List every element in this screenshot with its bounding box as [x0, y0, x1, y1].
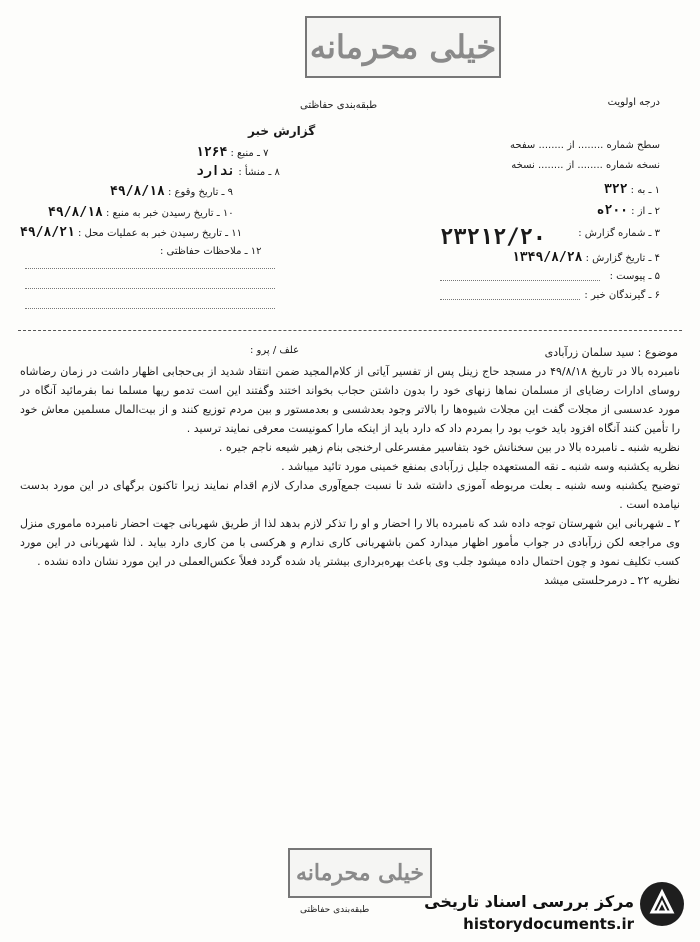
blank-line — [25, 268, 275, 269]
right-field-report-date: ۴ ـ تاریخ گزارش : ۱۳۴۹/۸/۲۸ — [511, 250, 660, 265]
body-paragraph: نظریه یکشنبه وسه شنبه ـ نقه المستعهده جلیل زرآبادی بمنفع خمینی مورد تائید میباشد . — [281, 460, 680, 473]
right-field-copy-number: نسخه شماره ........ از ........ نسخه — [511, 160, 660, 171]
right-field-report-number-label: ۳ ـ شماره گزارش : — [578, 228, 660, 239]
right-field-page-number: سطح شماره ........ از ........ سفحه — [510, 140, 660, 151]
body-paragraph: نامبرده بالا در تاریخ ۴۹/۸/۱۸ در مسجد حاج زینل پس از تفسیر آیاتی از کلام‌المجید ضمن انتقاد شدید از بی‌حجابی اظهار داشت در زمان رضاشاه روسای ادارات رضایای از مسلمان نماها زنهای خود را بدون داشتن حجاب بخواند اختند وگفتند این است تدمو ریها مسلما نما بفرمائید آنگاه در مورد عدسسی از مجلات گفت این مجلات شیوه‌ها را بالاتر وجود بعدشسی و بعدمستور و بین مردم توزیع کنند و از بیت‌المال مسلمین معاش خود را تأمین کنند آنگاه افزود باید خوب بود را بمردم داد که دارد باید از اینکه مارا کمونیست معرفی نمایند ترسید . — [20, 365, 680, 435]
left-field-security-notes: ۱۲ ـ ملاحظات حفاظتی : — [160, 246, 262, 257]
blank-line — [25, 288, 275, 289]
body-paragraph: نظریه شنبه ـ نامبرده بالا در بین سخنانش خود بتفاسیر مفسرعلی ارخنجی بنام زهیر شیعه ناجم جیره . — [218, 441, 680, 454]
body-paragraph: توضیح یکشنبه وسه شنبه ـ بعلت مربوطه آموزی داشته شد تا نسبت جمع‌آوری مدارک لازم اقدام نمایند زیرا تاکنون برگهای در این مورد بدست نیامده است . — [20, 479, 680, 511]
blank-line — [440, 280, 600, 281]
body-paragraph: نظریه ۲۲ ـ درمرحلستی میشد — [544, 574, 680, 587]
watermark-title: مرکز بررسی اسناد تاریخی — [424, 892, 634, 911]
classification-label: طبقه‌بندی حفاظتی — [300, 100, 378, 111]
right-field-from: ۲ ـ از : ۲۰۰ه — [596, 203, 660, 218]
branch-label: علف / پرو : — [250, 345, 300, 356]
right-field-attachment: ۵ ـ پیوست : — [609, 271, 660, 282]
archive-logo-icon — [640, 882, 684, 926]
top-secret-stamp: خیلی محرمانه — [305, 16, 501, 78]
bottom-secret-stamp: خیلی محرمانه — [288, 848, 432, 898]
left-field-event-date: ۹ ـ تاریخ وقوع : ۴۹/۸/۱۸ — [110, 184, 234, 199]
section-divider — [18, 330, 682, 331]
body-paragraph: ۲ ـ شهربانی این شهرستان توجه داده شد که نامبرده بالا را احضار و او را تذکر لازم بدهد لذا از طریق شهربانی جهت احضار نامبرده ماموری منزل وی مراجعه لکن زرآبادی در جواب مأمور اظهار میدارد کمن باشهربانی کاری ندارم و هرکسی با من کاری دارد بیاید . لذا شهربانی در این مورد کسب تکلیف نمود و چون احتمال داده میشود جلب وی باعث بهره‌برداری بیشتر یاد شده گردد فعلاً عکس‌العملی در این مورد نشان داده نشده . — [20, 517, 680, 568]
right-field-recipients: ۶ ـ گیرندگان خبر : — [584, 290, 660, 301]
report-number: ۲۳۲۱۲/۲۰ — [440, 225, 546, 250]
subject-line: موضوع : سید سلمان زرآبادی — [544, 346, 678, 359]
blank-line — [25, 308, 275, 309]
report-body — [20, 362, 680, 590]
bottom-classification-label: طبقه‌بندی حفاظتی — [300, 905, 370, 915]
blank-line — [440, 299, 580, 300]
priority-label: درجه اولویت — [607, 97, 660, 108]
left-field-ops-date: ۱۱ ـ تاریخ رسیدن خبر به عملیات محل : ۴۹/۸/۲۱ — [20, 225, 242, 240]
right-field-to: ۱ ـ به : ۳۲۲ — [603, 182, 660, 197]
report-title: گزارش خبر — [248, 124, 316, 138]
watermark-url: historydocuments.ir — [463, 915, 634, 933]
left-field-origin: ۸ ـ منشأ : ندارد — [196, 164, 280, 179]
left-field-source-date: ۱۰ ـ تاریخ رسیدن خبر به منبع : ۴۹/۸/۱۸ — [48, 205, 234, 220]
left-field-source: ۷ ـ منبع : ۱۲۶۴ — [196, 145, 269, 160]
